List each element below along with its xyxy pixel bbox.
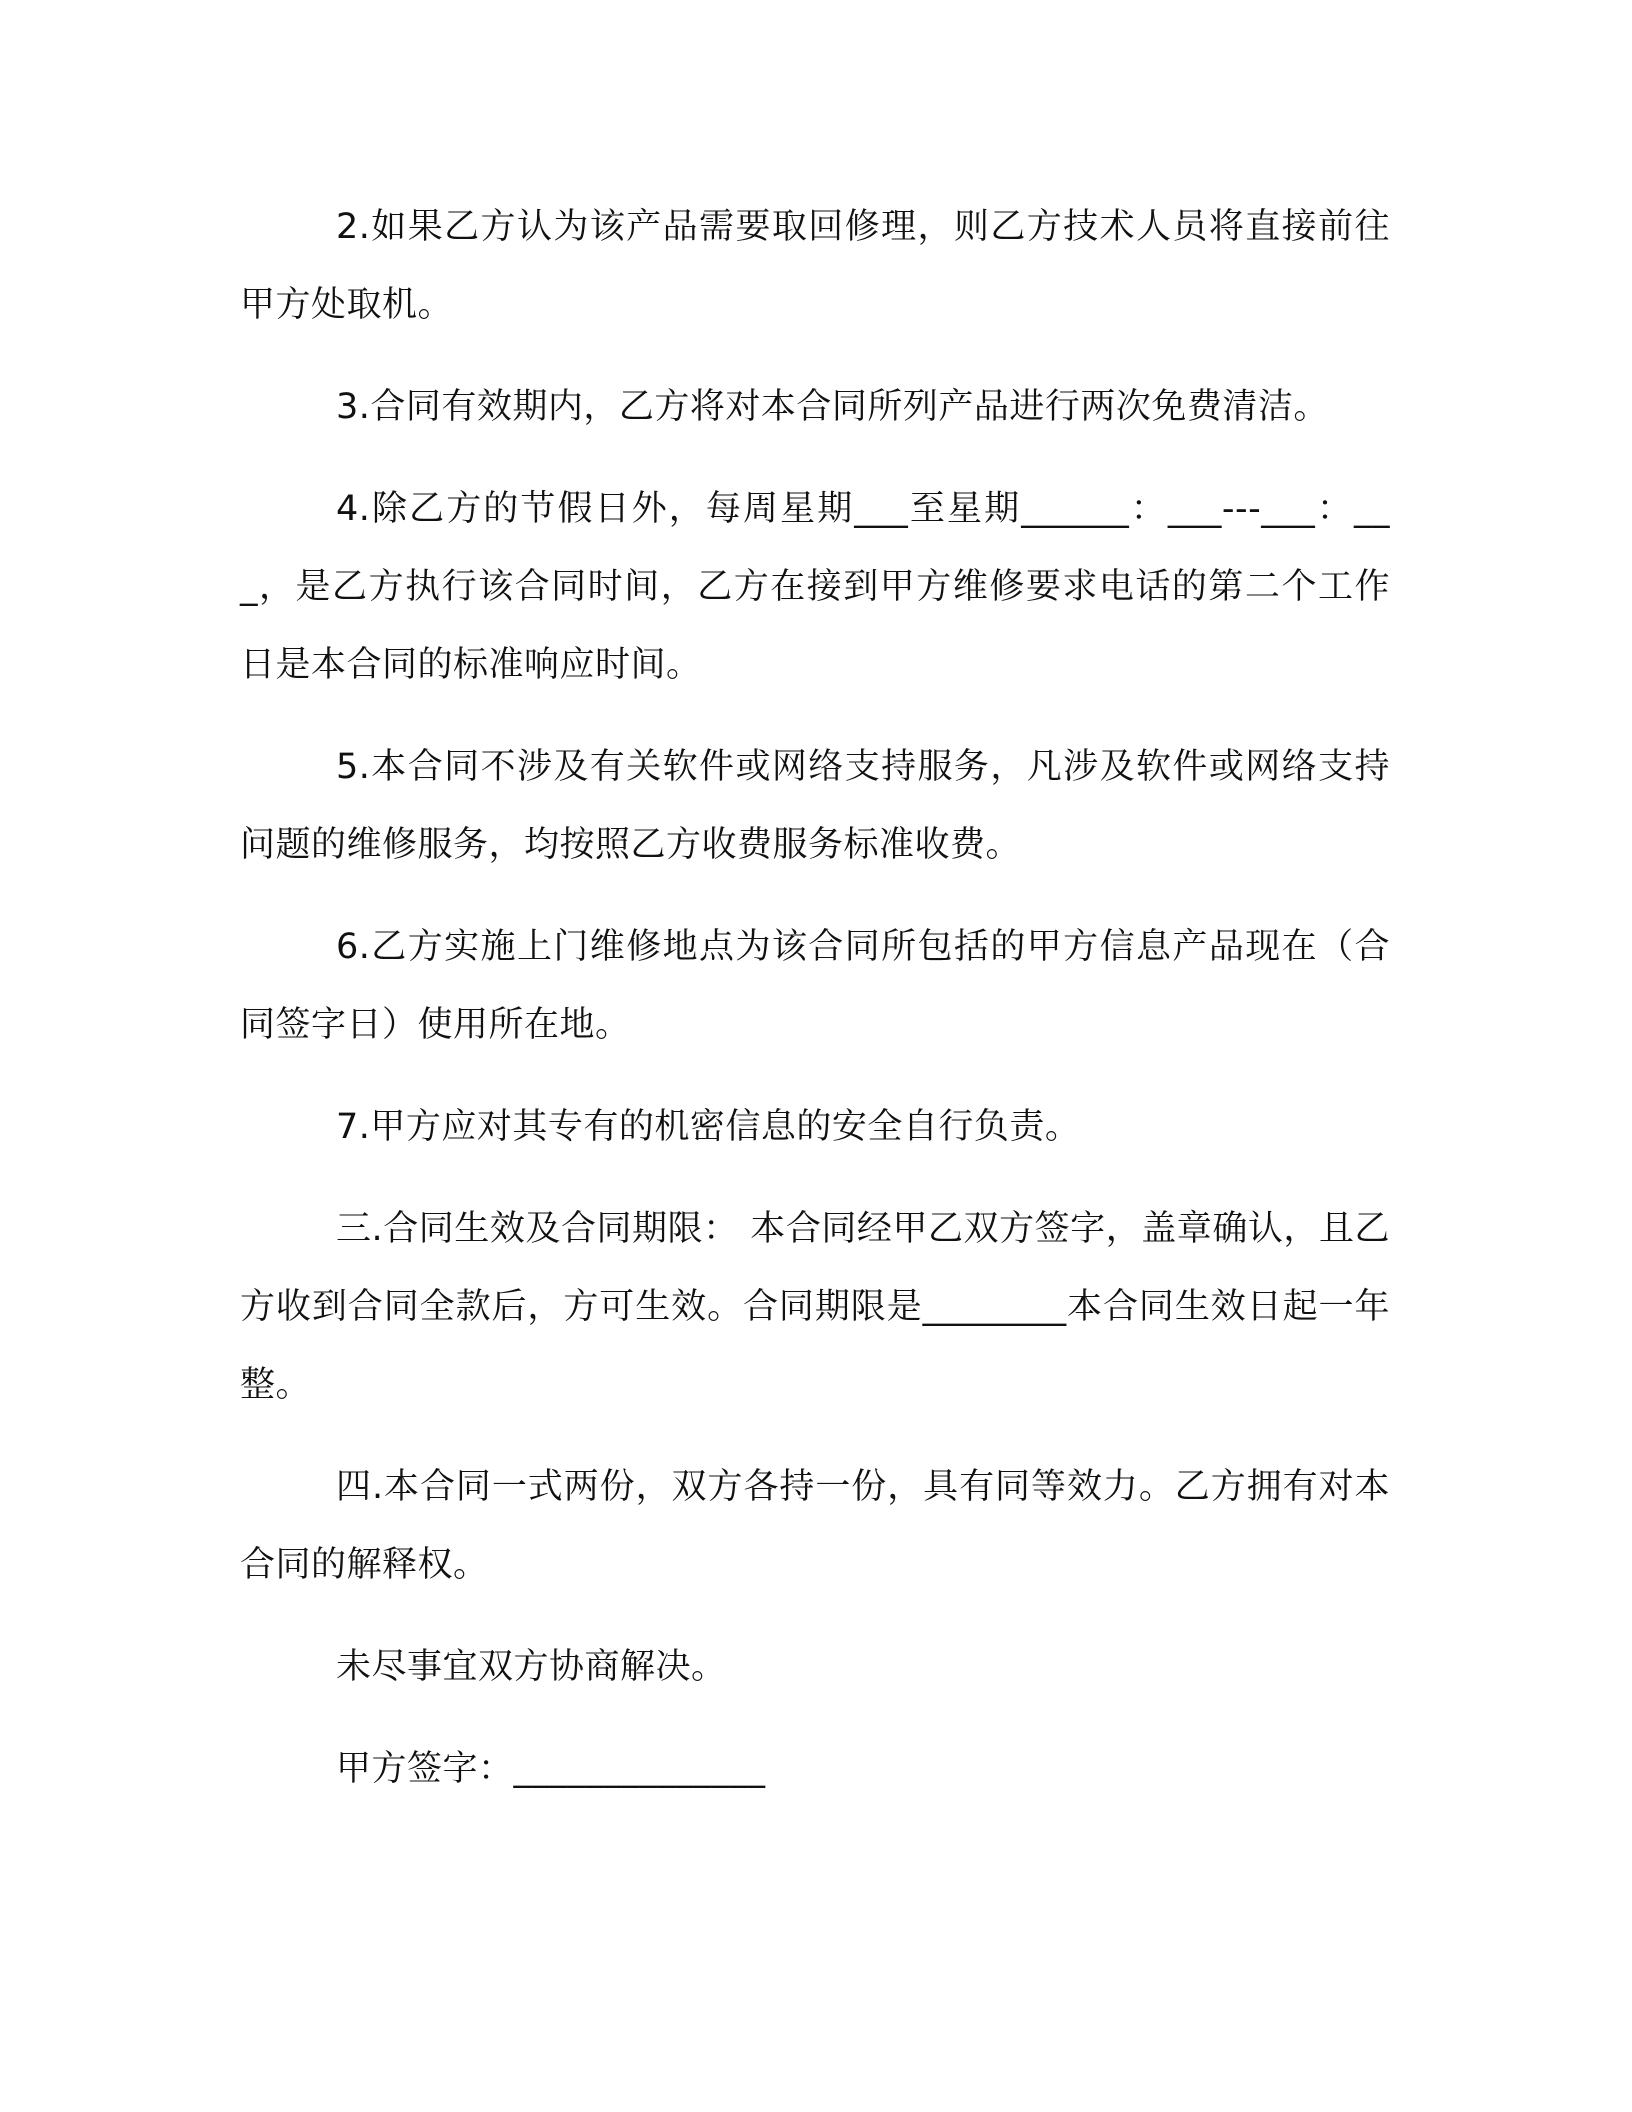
unresolved-matters: 未尽事宜双方协商解决。	[336, 1647, 727, 1687]
section-4-copies: 四.本合同一式两份，双方各持一份，具有同等效力。乙方拥有对本合同的解释权。	[240, 1467, 1390, 1585]
clause-4-service-hours: 4.除乙方的节假日外，每周星期___至星期______：___---___：___，是乙方执行该合同时间，乙方在接到甲方维修要求电话的第二个工作日是本合同的标准响应时间。	[240, 489, 1390, 685]
clause-2-pickup: 2.如果乙方认为该产品需要取回修理，则乙方技术人员将直接前往甲方处取机。	[240, 207, 1390, 325]
section-3-effective-term: 三.合同生效及合同期限： 本合同经甲乙双方签字，盖章确认，且乙方收到合同全款后，方可生效。合同期限是________本合同生效日起一年整。	[240, 1209, 1390, 1405]
clause-5-software-network: 5.本合同不涉及有关软件或网络支持服务，凡涉及软件或网络支持问题的维修服务，均按照乙方收费服务标准收费。	[240, 747, 1390, 865]
clause-6-service-location: 6.乙方实施上门维修地点为该合同所包括的甲方信息产品现在（合同签字日）使用所在地。	[240, 927, 1390, 1045]
clause-7-confidential-info: 7.甲方应对其专有的机密信息的安全自行负责。	[336, 1107, 1081, 1147]
party-a-signature-line: 甲方签字：______________	[336, 1749, 766, 1789]
contract-body	[240, 188, 1390, 1832]
clause-3-cleaning: 3.合同有效期内，乙方将对本合同所列产品进行两次免费清洁。	[336, 387, 1329, 427]
